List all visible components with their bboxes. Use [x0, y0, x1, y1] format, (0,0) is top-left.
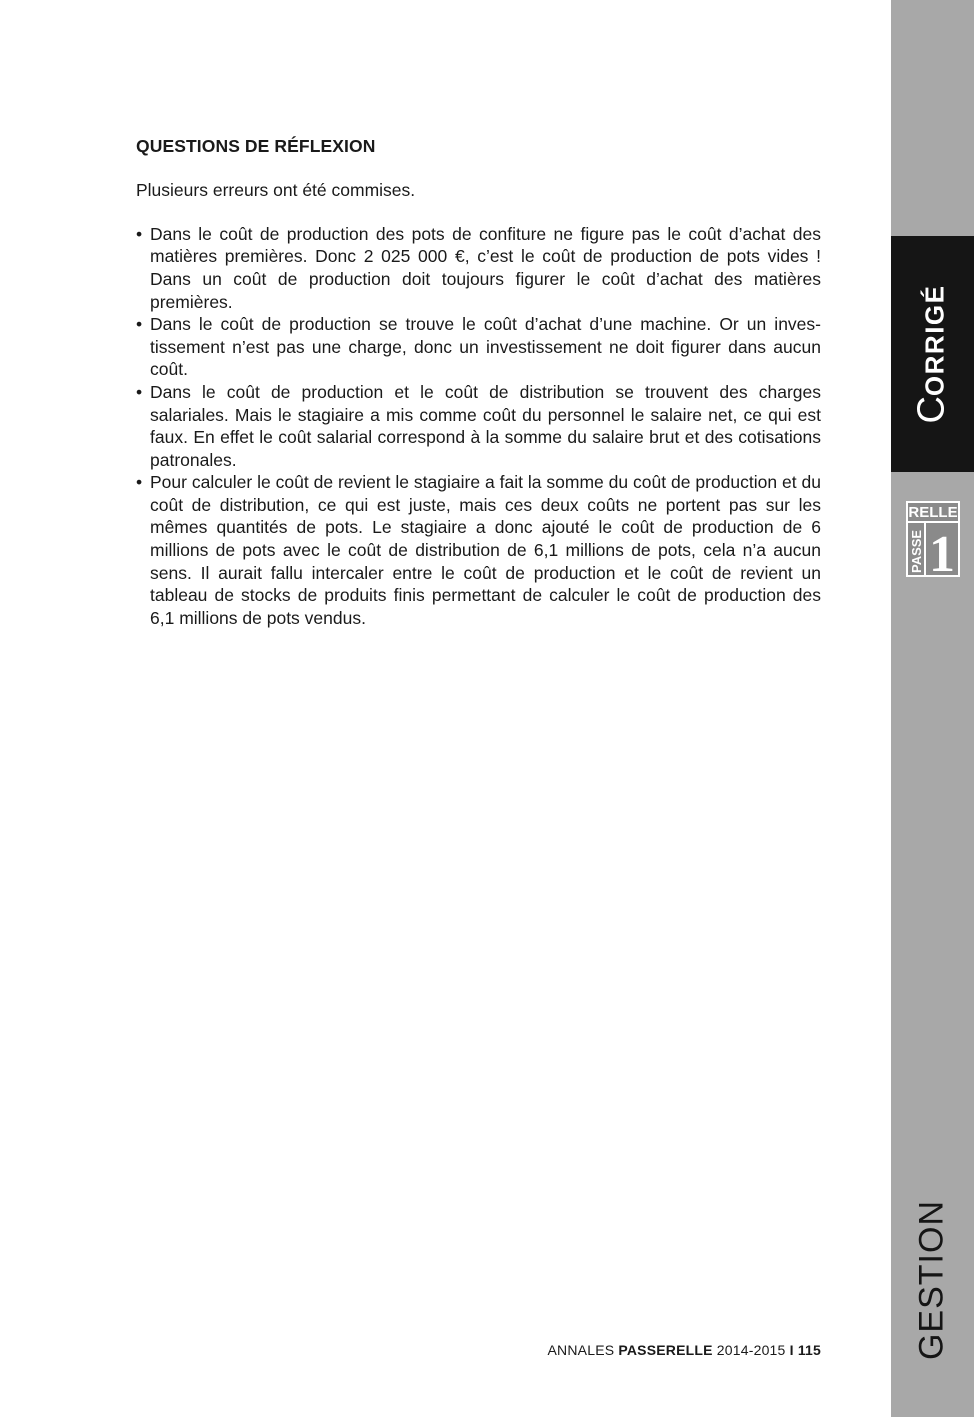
passerelle-1-logo [906, 501, 960, 577]
errors-list [136, 223, 821, 630]
page-number: 115 [797, 1342, 821, 1358]
corrige-rest: ORRIGÉ [919, 284, 950, 397]
logo-top-text: RELLE [908, 504, 958, 521]
footer-separator: I [789, 1342, 794, 1358]
intro-paragraph: Plusieurs erreurs ont été commises. [136, 180, 416, 200]
list-item-text: Pour calculer le coût de revient le stagiaire a fait la somme du coût de production et du coût de distribution, ce qui est juste, mais ces deux coûts ne portent pas sur les mêmes quantités de pots. Le stagiaire a donc ajouté le coût de production de 6 millions de pots avec le coût de distribution de 6,1 millions de pots, cela n’a aucun sens. Il aurait fallu intercaler entre le coût de production et le coût de revient un tableau de stocks de produits finis permettant de calculer le coût de production des 6,1 millions de pots vendus. [150, 472, 821, 628]
list-item [136, 313, 821, 381]
footer-prefix: ANNALES [547, 1342, 619, 1358]
list-item-text: Dans le coût de production se trouve le coût d’achat d’une machine. Or un investissement n’est pas une charge, donc un investissement ne doit figurer dans aucun coût. [150, 314, 821, 380]
list-item [136, 471, 821, 629]
bullet: • [136, 223, 143, 244]
bullet: • [136, 314, 143, 335]
logo-side-text: PASSE [909, 529, 924, 573]
list-item-text: Dans le coût de production des pots de confiture ne figure pas le coût d’achat des matières premières. Donc 2 025 000 €, c’est le coût de production de pots vides ! Dans un coût de production doit toujours figurer le coût d’achat des matières premières. [150, 223, 821, 312]
bullet: • [136, 381, 143, 402]
list-item [136, 223, 821, 313]
logo-number: 1 [929, 526, 955, 577]
corrige-initial: C [910, 396, 953, 424]
bullet: • [136, 472, 143, 493]
list-item-text: Dans le coût de production et le coût de distribution se trouvent des charges salariales. Mais le stagiaire a mis comme coût du personnel le salaire net, ce qui est faux. En effet le coût salarial correspond à la somme du salaire brut et des cotisations patronales. [150, 381, 821, 470]
section-gestion-label: GESTION [912, 1199, 951, 1361]
corrige-label [911, 284, 954, 423]
footer-years: 2014-2015 [712, 1342, 790, 1358]
list-item [136, 381, 821, 471]
section-title: QUESTIONS DE RÉFLEXION [136, 136, 376, 156]
page-footer [548, 1342, 821, 1358]
page-content [136, 136, 821, 629]
footer-brand: PASSERELLE [618, 1342, 713, 1358]
